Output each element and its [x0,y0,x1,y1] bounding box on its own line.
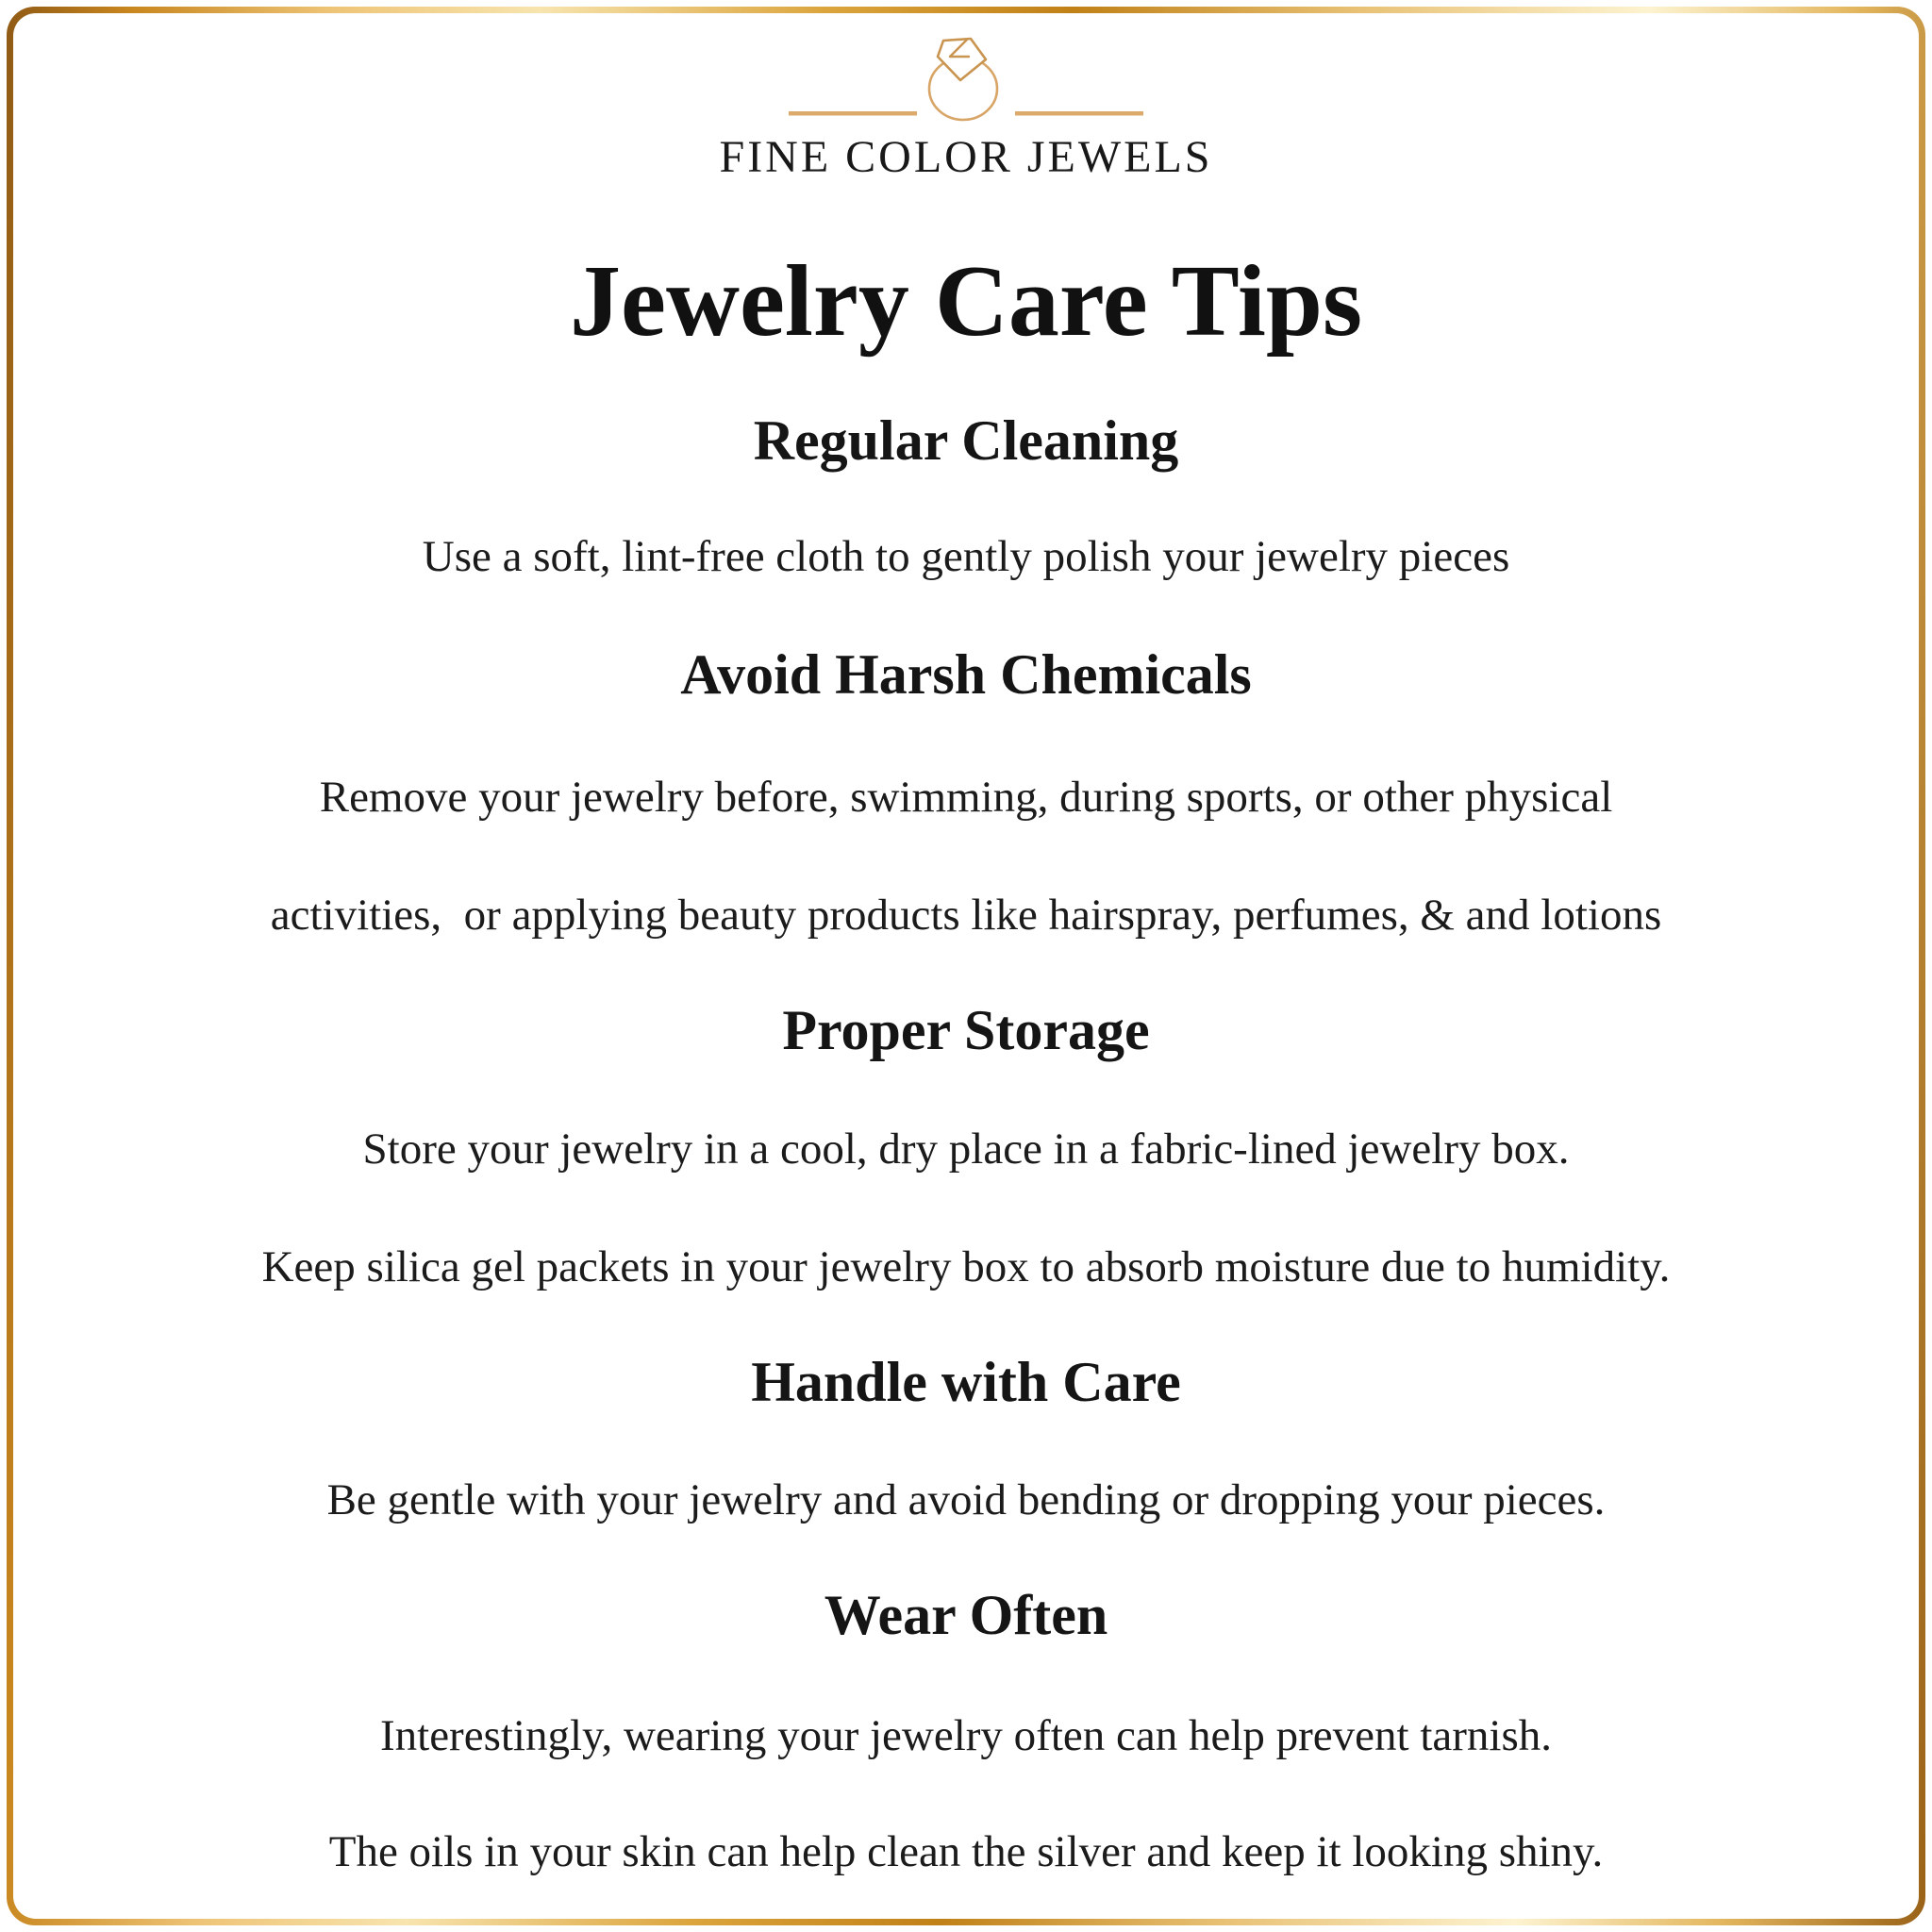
section-heading-handle-with-care: Handle with Care [751,1351,1181,1413]
section-body-line: Be gentle with your jewelry and avoid bending or dropping your pieces. [326,1475,1606,1524]
section-body-line: Keep silica gel packets in your jewelry box to absorb moisture due to humidity. [261,1242,1671,1291]
logo-right-rule [1015,111,1143,116]
section-heading-proper-storage: Proper Storage [782,999,1150,1061]
section-body-line: Remove your jewelry before, swimming, during sports, or other physical [319,773,1613,822]
diamond-ring-icon [777,28,1155,123]
section-heading-avoid-harsh-chemicals: Avoid Harsh Chemicals [680,643,1252,706]
section-body-line: The oils in your skin can help clean the silver and keep it looking shiny. [328,1827,1604,1876]
section-body-line: Store your jewelry in a cool, dry place in a fabric-lined jewelry box. [362,1124,1570,1174]
brand-name: FINE COLOR JEWELS [719,132,1213,182]
section-heading-wear-often: Wear Often [824,1584,1108,1646]
section-body-line: Interestingly, wearing your jewelry often can help prevent tarnish. [379,1711,1552,1760]
section-body-line: activities, or applying beauty products like hairspray, perfumes, & and lotions [270,891,1662,940]
section-body-line: Use a soft, lint-free cloth to gently polish your jewelry pieces [422,532,1510,581]
logo-left-rule [789,111,917,116]
page-title: Jewelry Care Tips [570,245,1362,358]
section-heading-regular-cleaning: Regular Cleaning [753,409,1179,472]
